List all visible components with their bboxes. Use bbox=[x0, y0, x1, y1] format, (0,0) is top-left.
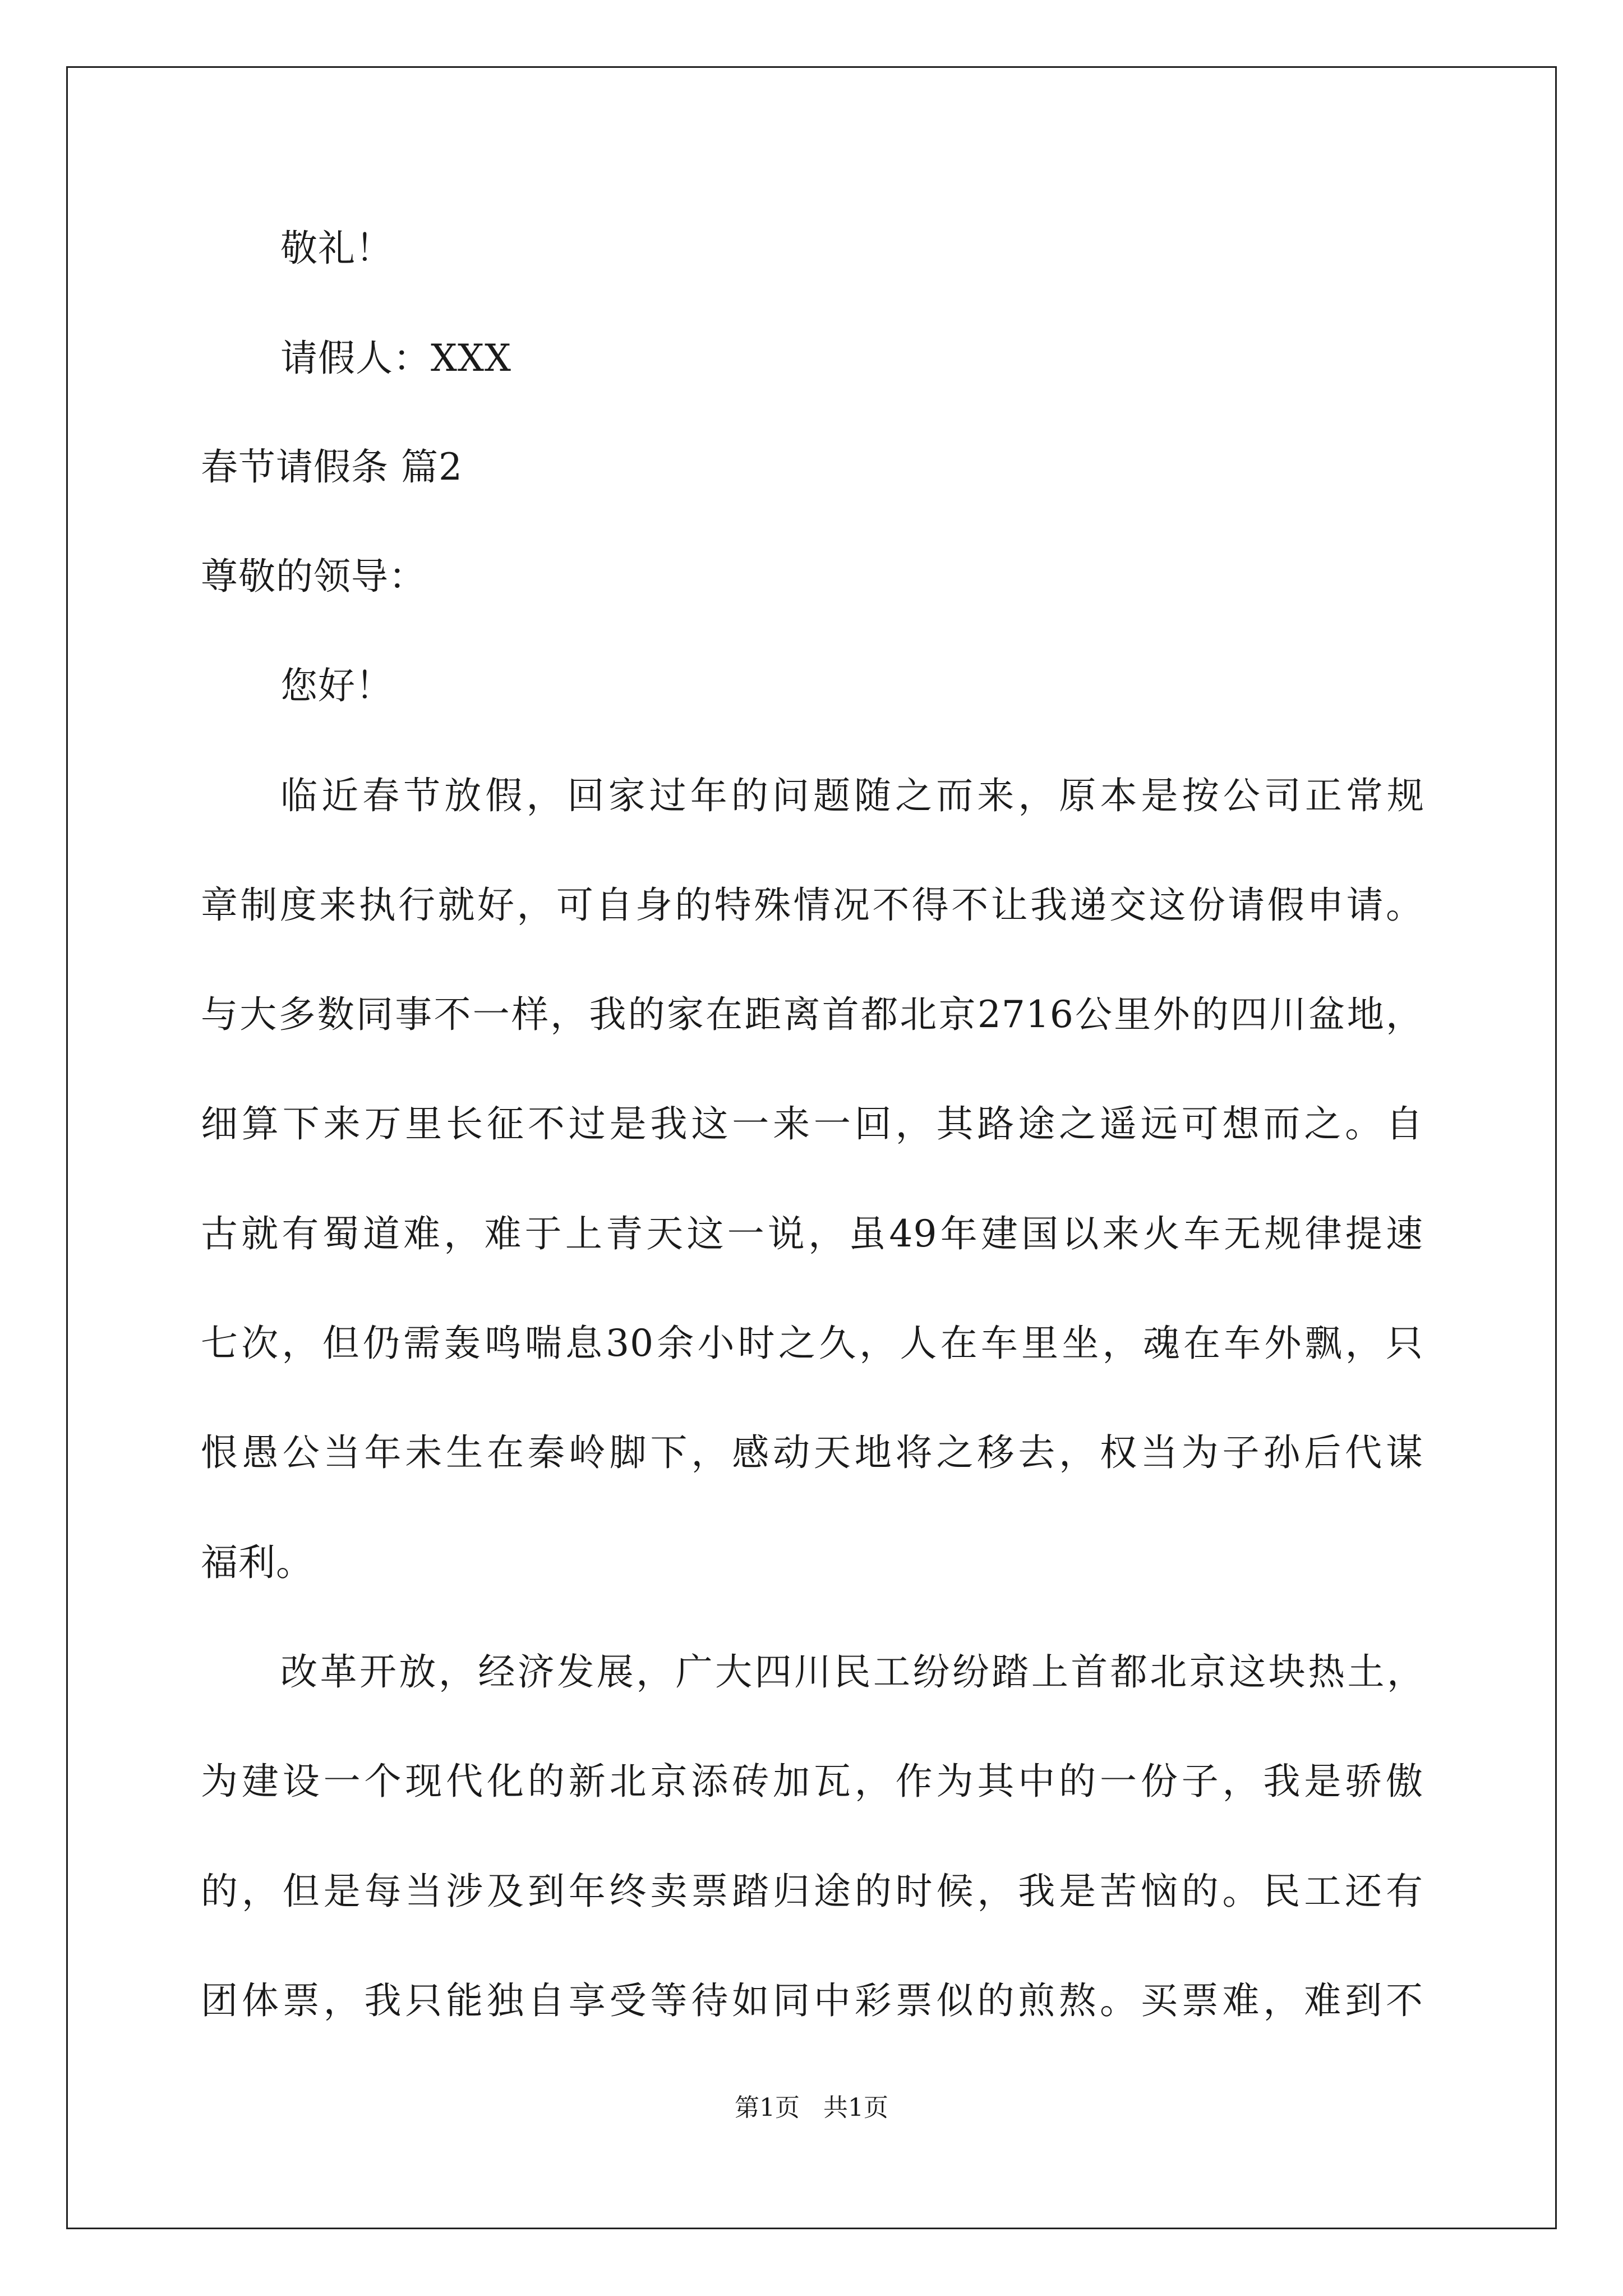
paragraph-1-line-8: 福利。 bbox=[201, 1541, 313, 1584]
closing-salutation: 敬礼！ bbox=[280, 227, 393, 270]
paragraph-1-line-4: 细算下来万里长征不过是我这一来一回，其路途之遥远可想而之。自 bbox=[201, 1102, 1423, 1145]
addressee: 尊敬的领导： bbox=[201, 555, 426, 598]
paragraph-1-line-6: 七次，但仍需轰鸣喘息30余小时之久，人在车里坐，魂在车外飘，只 bbox=[201, 1322, 1423, 1365]
paragraph-1-line-2: 章制度来执行就好，可自身的特殊情况不得不让我递交这份请假申请。 bbox=[201, 884, 1423, 927]
paragraph-1-line-5: 古就有蜀道难，难于上青天这一说，虽49年建国以来火车无规律提速 bbox=[201, 1212, 1423, 1255]
page-footer: 第1页 共1页 bbox=[735, 2093, 888, 2122]
section-heading: 春节请假条 篇2 bbox=[201, 445, 463, 489]
paragraph-2-line-1: 改革开放，经济发展，广大四川民工纷纷踏上首都北京这块热土， bbox=[280, 1650, 1424, 1694]
signature-line: 请假人：XXX bbox=[280, 337, 511, 380]
greeting: 您好！ bbox=[280, 664, 393, 707]
paragraph-1-line-1: 临近春节放假，回家过年的问题随之而来，原本是按公司正常规 bbox=[280, 774, 1424, 817]
paragraph-1-line-7: 恨愚公当年未生在秦岭脚下，感动天地将之移去，权当为子孙后代谋 bbox=[201, 1431, 1423, 1474]
paragraph-2-line-4: 团体票，我只能独自享受等待如同中彩票似的煎熬。买票难，难到不 bbox=[201, 1979, 1423, 2022]
paragraph-2-line-3: 的，但是每当涉及到年终卖票踏归途的时候，我是苦恼的。民工还有 bbox=[201, 1870, 1423, 1913]
paragraph-1-line-3: 与大多数同事不一样，我的家在距离首都北京2716公里外的四川盆地， bbox=[201, 993, 1423, 1036]
paragraph-2-line-2: 为建设一个现代化的新北京添砖加瓦，作为其中的一份子，我是骄傲 bbox=[201, 1760, 1423, 1803]
